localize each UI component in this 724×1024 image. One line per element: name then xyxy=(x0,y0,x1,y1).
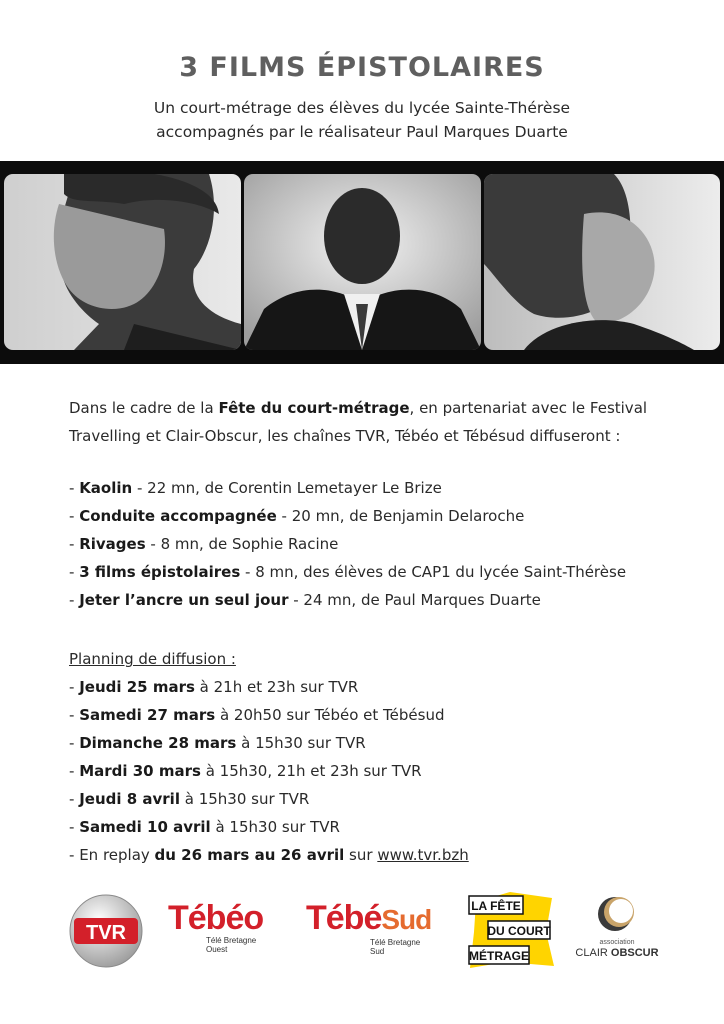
list-item: - Samedi 10 avril à 15h30 sur TVR xyxy=(69,818,340,836)
film-details: - 22 mn, de Corentin Lemetayer Le Brize xyxy=(132,479,442,497)
clair-obscur-small: association xyxy=(599,939,635,946)
intro-paragraph xyxy=(69,394,689,450)
replay-period: du 26 mars au 26 avril xyxy=(154,846,345,864)
broadcast-details: à 15h30, 21h et 23h sur TVR xyxy=(200,762,422,780)
replay-prefix: En replay xyxy=(79,846,155,864)
list-item: - Rivages - 8 mn, de Sophie Racine xyxy=(69,535,339,553)
tebesud-logo-main: Tébé xyxy=(306,899,382,937)
portrait-photo-2 xyxy=(244,174,481,350)
intro-line-1 xyxy=(69,394,689,422)
film-title: 3 films épistolaires xyxy=(79,563,241,581)
list-item: - Mardi 30 mars à 15h30, 21h et 23h sur TVR xyxy=(69,762,422,780)
intro-event-name: Fête du court-métrage xyxy=(218,399,410,417)
broadcast-details: à 15h30 sur TVR xyxy=(210,818,340,836)
broadcast-details: à 15h30 sur TVR xyxy=(236,734,366,752)
tebeo-tagline: Télé Bretagne Ouest xyxy=(206,936,257,954)
list-item: - Kaolin - 22 mn, de Corentin Lemetayer Le Brize xyxy=(69,479,442,497)
portrait-photo-1 xyxy=(4,174,241,350)
broadcast-date: Samedi 10 avril xyxy=(79,818,211,836)
film-details: - 24 mn, de Paul Marques Duarte xyxy=(288,591,541,609)
intro-text: , en partenariat avec le Festival xyxy=(409,399,648,417)
replay-line: - En replay du 26 mars au 26 avril sur www.tvr.bzh xyxy=(69,846,469,864)
planning-section xyxy=(69,645,689,869)
film-details: - 8 mn, des élèves de CAP1 du lycée Saint-Thérèse xyxy=(240,563,627,581)
tebesud-logo xyxy=(306,900,436,956)
film-title: Rivages xyxy=(79,535,146,553)
list-item: - Jeter l’ancre un seul jour - 24 mn, de Paul Marques Duarte xyxy=(69,591,541,609)
subtitle-line-1: Un court-métrage des élèves du lycée Sainte-Thérèse xyxy=(153,99,571,117)
list-item: - Jeudi 8 avril à 15h30 sur TVR xyxy=(69,790,310,808)
list-item: - Conduite accompagnée - 20 mn, de Benjamin Delaroche xyxy=(69,507,525,525)
list-item: - Jeudi 25 mars à 21h et 23h sur TVR xyxy=(69,678,359,696)
replay-link[interactable]: www.tvr.bzh xyxy=(377,846,469,864)
broadcast-details: à 21h et 23h sur TVR xyxy=(194,678,359,696)
tebesud-tagline: Télé Bretagne Sud xyxy=(370,938,421,956)
replay-middle: sur xyxy=(344,846,378,864)
fete-du-court-metrage-logo xyxy=(466,892,554,968)
intro-text: Dans le cadre de la xyxy=(69,399,219,417)
film-title: Conduite accompagnée xyxy=(79,507,277,525)
clair-obscur-name-1: CLAIR xyxy=(575,947,608,959)
broadcast-date: Mardi 30 mars xyxy=(79,762,201,780)
subtitle-line-2: accompagnés par le réalisateur Paul Marques Duarte xyxy=(156,123,568,141)
film-details: - 8 mn, de Sophie Racine xyxy=(145,535,339,553)
intro-line-2: Travelling et Clair-Obscur, les chaînes TVR, Tébéo et Tébésud diffuseront : xyxy=(69,427,621,445)
tebesud-logo-sud: Sud xyxy=(381,904,432,935)
broadcast-details: à 15h30 sur TVR xyxy=(179,790,310,808)
clair-obscur-name-2: OBSCUR xyxy=(610,947,659,959)
broadcast-date: Jeudi 8 avril xyxy=(79,790,180,808)
broadcast-details: à 20h50 sur Tébéo et Tébésud xyxy=(215,706,445,724)
partner-logos xyxy=(0,880,724,980)
tvr-logo xyxy=(68,892,146,970)
fete-line-2: DU COURT xyxy=(487,924,551,938)
film-strip-banner xyxy=(0,161,724,364)
list-item: - 3 films épistolaires - 8 mn, des élèves de CAP1 du lycée Saint-Thérèse xyxy=(69,563,627,581)
list-item: - Samedi 27 mars à 20h50 sur Tébéo et Tébésud xyxy=(69,706,445,724)
film-title: Jeter l’ancre un seul jour xyxy=(79,591,289,609)
film-details: - 20 mn, de Benjamin Delaroche xyxy=(276,507,525,525)
broadcast-date: Jeudi 25 mars xyxy=(79,678,195,696)
broadcast-date: Samedi 27 mars xyxy=(79,706,216,724)
clair-obscur-moon-icon xyxy=(596,894,638,934)
film-list xyxy=(69,474,689,614)
film-title: Kaolin xyxy=(79,479,133,497)
tvr-logo-text: TVR xyxy=(86,922,126,944)
fete-line-1: LA FÊTE xyxy=(471,899,521,913)
fete-line-3: MÉTRAGE xyxy=(469,949,529,963)
tebeo-logo-text: Tébéo xyxy=(168,899,264,937)
clair-obscur-logo xyxy=(572,894,662,960)
page-title: 3 FILMS ÉPISTOLAIRES xyxy=(179,52,545,83)
list-item: - Dimanche 28 mars à 15h30 sur TVR xyxy=(69,734,366,752)
planning-heading: Planning de diffusion : xyxy=(69,650,236,668)
portrait-photo-3 xyxy=(484,174,720,350)
broadcast-date: Dimanche 28 mars xyxy=(79,734,237,752)
tebeo-logo xyxy=(168,900,278,954)
subtitle xyxy=(0,96,724,144)
